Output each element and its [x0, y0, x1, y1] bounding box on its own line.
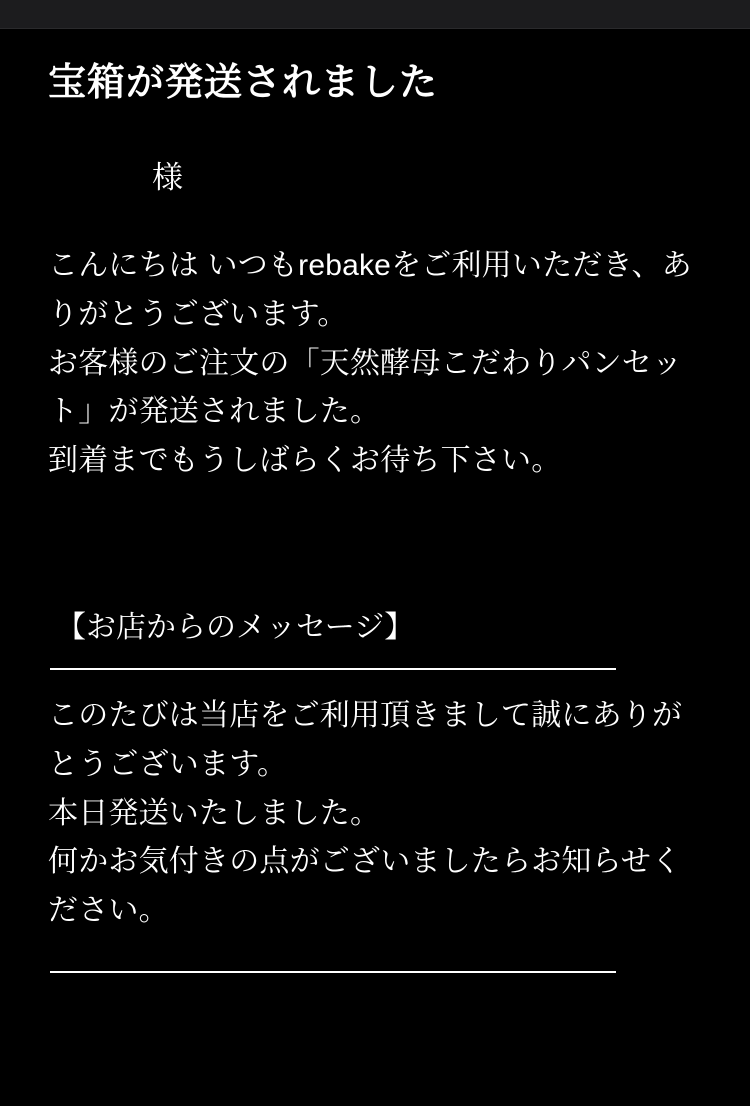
- page-title: 宝箱が発送されました: [48, 62, 439, 104]
- status-bar-strip: [0, 0, 750, 29]
- greeting-paragraph-2: お客様のご注文の「天然酵母こだわりパンセット」が発送されました。: [48, 346, 683, 429]
- recipient-line: [48, 150, 702, 204]
- mail-content: [0, 29, 750, 973]
- redacted-name-mask: [50, 152, 150, 202]
- divider-top: [50, 668, 616, 670]
- shop-message-paragraph-1: このたびは当店をご利用頂きまして誠にありがとうございます。: [48, 699, 683, 781]
- shop-message-heading: 【お店からのメッセージ】: [56, 611, 415, 645]
- shop-message-paragraph-3: 何かお気付きの点がございましたらお知らせください。: [48, 845, 682, 927]
- greeting-paragraph-3: 到着までもうしばらくお待ち下さい。: [48, 443, 562, 477]
- recipient-honorific: 様: [152, 159, 183, 195]
- greeting-paragraph-1: こんにちは いつもrebakeをご利用いただき、ありがとうございます。: [48, 249, 692, 331]
- shop-message-body: [48, 692, 702, 935]
- greeting-body: [48, 242, 702, 485]
- shop-message-paragraph-2: 本日発送いたしました。: [48, 796, 381, 830]
- divider-bottom: [50, 971, 616, 973]
